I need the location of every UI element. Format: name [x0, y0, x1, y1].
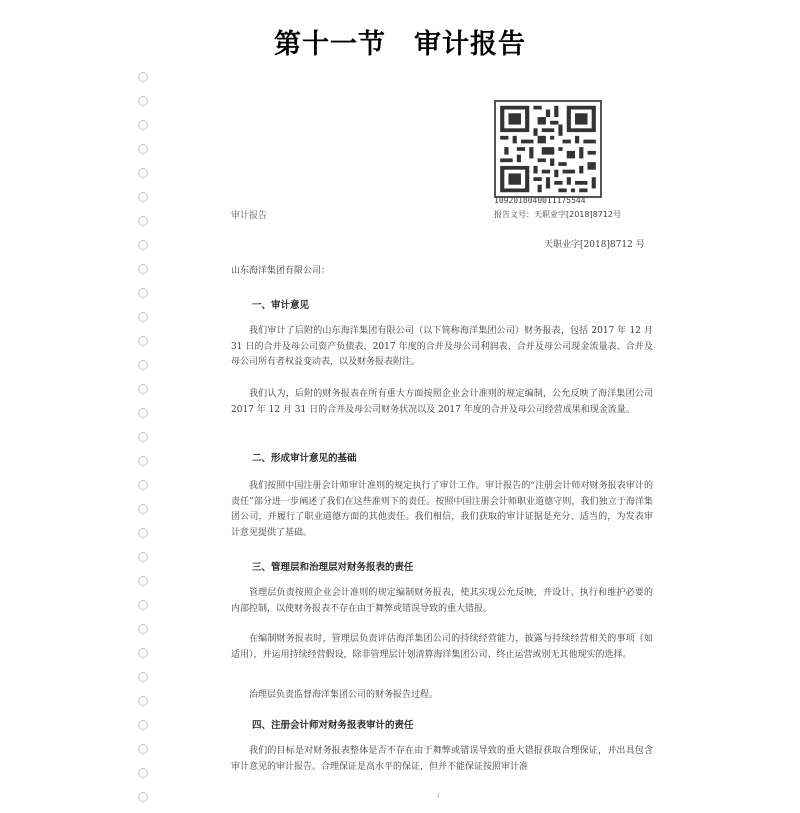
binding-hole: [138, 456, 148, 466]
paragraph: 我们的目标是对财务报表整体是否不存在由于舞弊或错误导致的重大错报获取合理保证，并出具包含审计意见的审计报告。合理保证是高水平的保证，但并不能保证按照审计准: [231, 746, 653, 772]
scanned-document-page: [0, 68, 800, 813]
binding-hole: [138, 72, 148, 82]
qr-serial-number: 1092018040011175544: [494, 196, 586, 205]
binding-hole: [138, 480, 148, 490]
binding-hole: [138, 240, 148, 250]
binding-hole: [138, 384, 148, 394]
binding-hole: [138, 336, 148, 346]
binding-hole: [138, 144, 148, 154]
binding-hole: [138, 192, 148, 202]
paragraph: 管理层负责按照企业会计准则的规定编制财务报表，使其实现公允反映，并设计、执行和维护必要的内部控制，以使财务报表不存在由于舞弊或错误导致的重大错报。: [231, 588, 653, 614]
section-heading-auditor-responsibility: 四、注册会计师对财务报表审计的责任: [252, 720, 414, 731]
binding-hole: [138, 528, 148, 538]
page-mark: :: [437, 790, 440, 799]
paragraph: 我们按照中国注册会计师审计准则的规定执行了审计工作。审计报告的“注册会计师对财务报表审计的责任”部分进一步阐述了我们在这些准则下的责任。按照中国注册会计师职业道德守则，我们独立于海洋集团公司，并履行了职业道德方面的其他责任。我们相信，我们获取的审计证据是充分、适当的，为发表审计意见提供了基础。: [231, 481, 653, 538]
section-heading-basis-for-opinion: 二、形成审计意见的基础: [252, 453, 357, 464]
document-label: 审计报告: [231, 211, 268, 221]
paragraph: 我们认为，后附的财务报表在所有重大方面按照企业会计准则的规定编制，公允反映了海洋集团公司 2017 年 12 月 31 日的合并及母公司财务状况以及 2017 年度的合并及母公司经营成果和现金流量。: [231, 389, 653, 415]
binding-hole: [138, 432, 148, 442]
binding-hole: [138, 576, 148, 586]
section-heading-audit-opinion: 一、审计意见: [252, 300, 310, 311]
binding-hole: [138, 264, 148, 274]
reference-number: 天职业字[2018]8712 号: [544, 240, 645, 250]
binding-hole: [138, 768, 148, 778]
addressee: 山东海洋集团有限公司：: [231, 266, 331, 276]
binding-hole: [138, 720, 148, 730]
section-heading-management-responsibility: 三、管理层和治理层对财务报表的责任: [252, 562, 414, 573]
qr-code: [494, 100, 602, 198]
binding-hole: [138, 168, 148, 178]
binding-holes: [138, 72, 152, 812]
report-number: 报告文号：天职业字[2018]8712号: [494, 210, 621, 219]
binding-hole: [138, 696, 148, 706]
paragraph: 在编制财务报表时，管理层负责评估海洋集团公司的持续经营能力，披露与持续经营相关的事项（如适用），并运用持续经营假设，除非管理层计划清算海洋集团公司、终止运营或别无其他现实的选择。: [231, 634, 653, 660]
binding-hole: [138, 624, 148, 634]
binding-hole: [138, 552, 148, 562]
binding-hole: [138, 408, 148, 418]
binding-hole: [138, 216, 148, 226]
qr-code-graphic: [496, 102, 600, 196]
binding-hole: [138, 672, 148, 682]
binding-hole: [138, 360, 148, 370]
binding-hole: [138, 288, 148, 298]
binding-hole: [138, 96, 148, 106]
paragraph: 治理层负责监督海洋集团公司的财务报告过程。: [249, 690, 439, 700]
paragraph: 我们审计了后附的山东海洋集团有限公司（以下简称海洋集团公司）财务报表，包括 2017 年 12 月 31 日的合并及母公司资产负债表，2017 年度的合并及母公司利润表、合并及母公司现金流量表、合并及母公司所有者权益变动表，以及财务报表附注。: [231, 326, 653, 367]
binding-hole: [138, 744, 148, 754]
binding-hole: [138, 600, 148, 610]
binding-hole: [138, 504, 148, 514]
binding-hole: [138, 648, 148, 658]
page-title: 第十一节 审计报告: [274, 29, 526, 60]
binding-hole: [138, 312, 148, 322]
binding-hole: [138, 120, 148, 130]
binding-hole: [138, 792, 148, 802]
